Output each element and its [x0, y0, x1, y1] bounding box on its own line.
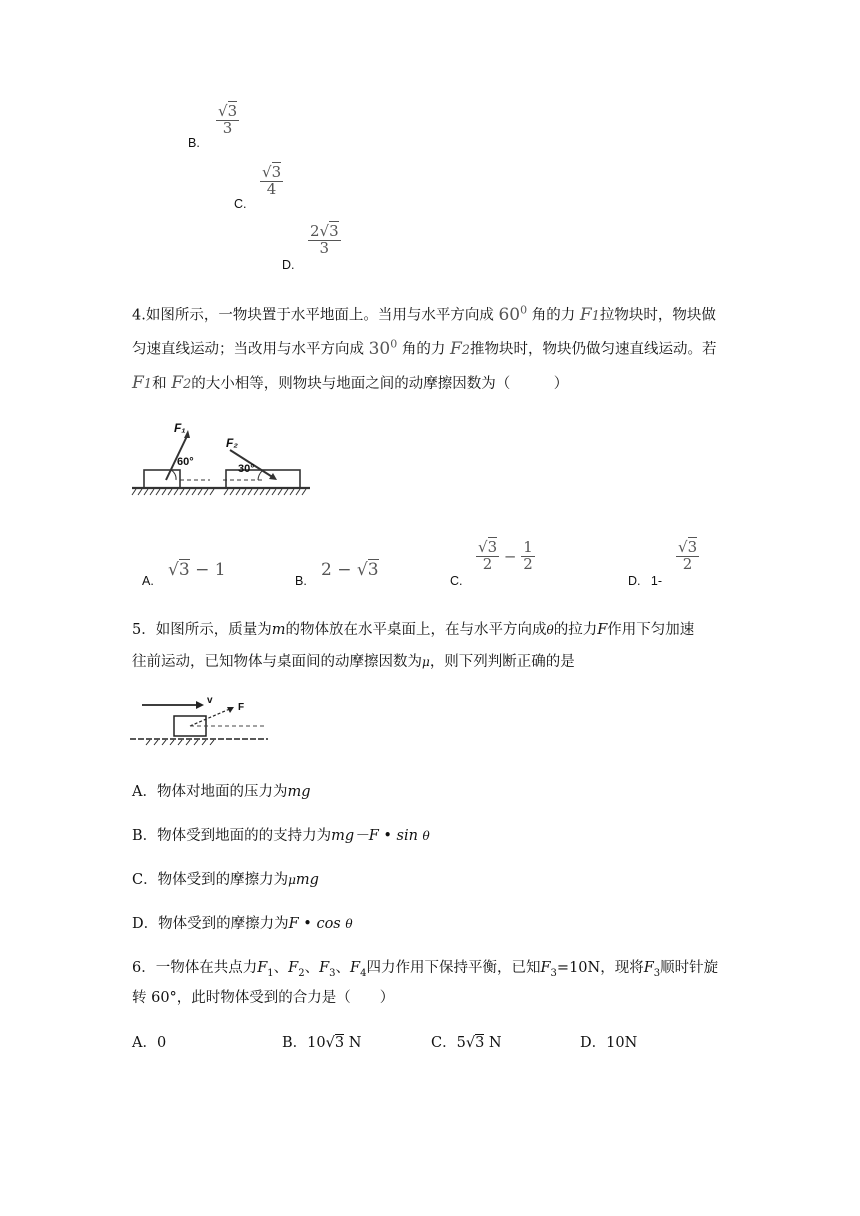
q6-option-c-root: 3: [475, 1035, 485, 1051]
q6-f3-letter-3: F: [643, 960, 654, 976]
q4-option-d-prefix: 1-: [650, 574, 663, 588]
q5-option-d: [132, 912, 353, 933]
q4-f1-letter: F: [579, 304, 592, 325]
q6-option-b-sqrt: √3: [325, 1035, 345, 1051]
q4-angle-60: [498, 305, 527, 325]
q4-ground-hatch: [132, 489, 306, 495]
q4-line-1: [132, 303, 716, 325]
q4-f2-symbol-2: [171, 373, 191, 393]
q4-angle1-value: 60: [498, 304, 521, 325]
q6-sep-2: 、: [304, 960, 320, 976]
q4-degree-mark: 0: [520, 303, 528, 316]
q5-option-b-math: mg－F • sin: [331, 828, 418, 844]
q6-option-d: D．10N: [580, 1035, 638, 1051]
q4-f2-arc: [258, 471, 262, 480]
q6-f3-sub: 3: [329, 967, 336, 979]
q5-option-b-theta: θ: [422, 829, 430, 843]
q6-f3-letter-2: F: [540, 960, 551, 976]
q5-text-2a: 往前运动，已知物体与桌面间的动摩擦因数为: [132, 654, 422, 670]
q4-f1-sub-2: 1: [143, 377, 153, 392]
q5-text-1d: 作用下匀加速: [607, 622, 695, 638]
q5-figure: [128, 695, 273, 747]
q6-f2-sub: 2: [298, 967, 305, 979]
q4-f1-letter-2: F: [132, 373, 144, 393]
q3-option-d-expr: $\frac{2√3}{3}$: [310, 222, 339, 257]
q4-text-3c: 的大小相等，则物块与地面之间的动摩擦因数为（ ）: [191, 376, 569, 392]
q4-option-b-label: B.: [295, 574, 307, 588]
q3-option-d-label: D.: [282, 258, 295, 272]
q6-option-b-pre: B．10: [282, 1035, 326, 1051]
q6-option-a: A．0: [132, 1035, 167, 1051]
q5-option-a-text: A．物体对地面的压力为: [132, 784, 288, 800]
q4-f1-sub: 1: [591, 308, 600, 324]
q5-option-a-math: mg: [287, 784, 311, 800]
q5-option-c-math: mg: [295, 872, 319, 888]
q5-f-label: F: [238, 702, 245, 713]
q6-text-1c: =10N，现将: [556, 960, 644, 976]
q5-option-b-text: B．物体受到地面的的支持力为: [132, 828, 332, 844]
q4-angle-30: [369, 339, 398, 359]
q4-option-a-label: A.: [142, 574, 154, 588]
q6-f4-sub: 4: [360, 967, 367, 979]
q6-text-1d: 顺时针旋: [660, 960, 719, 976]
q6-line-2: 转 60°，此时物体受到的合力是（ ）: [132, 990, 395, 1006]
q4-option-d-expr: $\frac{√3}{2}$: [678, 538, 698, 573]
q5-m-symbol: m: [271, 622, 286, 638]
q5-option-d-math: F • cos: [288, 916, 341, 932]
q5-mu-symbol: μ: [422, 655, 430, 669]
q3-option-b-label: B.: [188, 136, 200, 150]
q3-option-b-expr: $\frac{√3}{3}$: [218, 102, 238, 137]
q4-degree-mark-2: 0: [390, 337, 398, 350]
q5-text-2b: ，则下列判断正确的是: [429, 654, 575, 670]
q4-option-c-label: C.: [450, 574, 463, 588]
q6-option-b: [282, 1031, 361, 1052]
q5-v-label: v: [207, 695, 213, 706]
q4-option-d-label: [628, 574, 662, 588]
q4-option-a-expr: √3 − 1: [168, 560, 226, 580]
q4-f1-arc: [171, 470, 176, 480]
q5-option-a: [132, 780, 311, 801]
q4-f1-symbol-2: [132, 373, 152, 393]
q6-f3-letter: F: [319, 960, 330, 976]
q6-text-1b: 四力作用下保持平衡，已知: [366, 960, 541, 976]
q5-text-1c: 的拉力: [553, 622, 598, 638]
q4-text-1c: 拉物块时，物块做: [599, 307, 716, 324]
q5-option-d-theta: θ: [345, 917, 353, 931]
q5-option-c-text: C．物体受到的摩擦力为: [132, 872, 289, 888]
q6-f1-letter: F: [257, 960, 268, 976]
q3-option-c-expr: $\frac{√3}{4}$: [262, 163, 282, 198]
q5-line-2: [132, 650, 575, 671]
q6-f3-sub-2: 3: [550, 967, 557, 979]
q4-angle2-value: 30: [368, 338, 391, 359]
q4-and: 和: [152, 376, 167, 392]
q6-option-b-post: N: [344, 1035, 362, 1051]
q4-f1-angle-label: 60°: [177, 456, 194, 468]
q5-option-d-text: D．物体受到的摩擦力为: [132, 916, 289, 932]
q4-f1-symbol: [580, 305, 600, 325]
q4-figure: [130, 418, 315, 500]
q4-f2-letter: F: [449, 338, 462, 359]
q6-option-c: [431, 1031, 502, 1052]
q6-option-c-pre: C．5: [431, 1035, 466, 1051]
q5-theta-symbol: θ: [546, 623, 554, 637]
q6-option-b-root: 3: [334, 1035, 345, 1051]
q6-sep-3: 、: [335, 960, 351, 976]
q4-option-c-expr: $\frac{√3}{2}$ − $\frac{1}{2}$: [478, 538, 533, 573]
q4-f2-letter-2: F: [171, 373, 183, 393]
q4-f2-sub-2: 2: [182, 377, 192, 392]
q4-option-b-expr: 2 − √3: [321, 560, 379, 580]
q6-f4-letter: F: [350, 960, 361, 976]
q6-text-1a: 6．一物体在共点力: [132, 960, 258, 976]
q5-option-c-mu: μ: [288, 873, 296, 887]
q5-line-1: [132, 618, 694, 639]
q5-velocity-arrowhead: [196, 701, 204, 709]
q4-f2-label: F₂: [226, 436, 238, 450]
q4-text-2b: 角的力: [401, 341, 446, 358]
q4-f2-symbol: [450, 339, 470, 359]
q4-option-d-letter: D.: [628, 574, 641, 588]
q4-line-3: [132, 372, 568, 393]
q4-text-1a: 4.如图所示，一物块置于水平地面上。当用与水平方向成: [132, 307, 494, 324]
q5-f-symbol: F: [597, 622, 608, 638]
q4-text-2c: 推物块时，物块仍做匀速直线运动。若: [470, 341, 717, 358]
q6-f3-sub-3: 3: [653, 967, 661, 979]
q5-text-1b: 的物体放在水平桌面上，在与水平方向成: [285, 622, 547, 638]
q6-line-1: [132, 956, 718, 979]
q6-option-c-sqrt: √3: [465, 1035, 485, 1051]
q6-f1-sub: 1: [267, 967, 274, 979]
q5-ground-hatch: [146, 740, 214, 745]
q3-option-c-label: C.: [234, 197, 247, 211]
q5-option-b: [132, 824, 430, 845]
q6-option-c-post: N: [484, 1035, 502, 1051]
q5-force-arrow: [190, 708, 232, 726]
q4-f2-sub: 2: [461, 342, 471, 358]
q5-option-c: [132, 868, 319, 889]
q4-text-1b: 角的力: [531, 307, 576, 324]
q4-f1-label: F₁: [174, 421, 186, 435]
q4-line-2: [132, 337, 717, 359]
q6-sep-1: 、: [273, 960, 289, 976]
q6-f2-letter: F: [288, 960, 299, 976]
q4-f2-angle-label: 30°: [238, 463, 255, 475]
q4-text-2a: 匀速直线运动；当改用与水平方向成: [132, 341, 364, 358]
q5-text-1a: 5．如图所示，质量为: [132, 622, 272, 638]
